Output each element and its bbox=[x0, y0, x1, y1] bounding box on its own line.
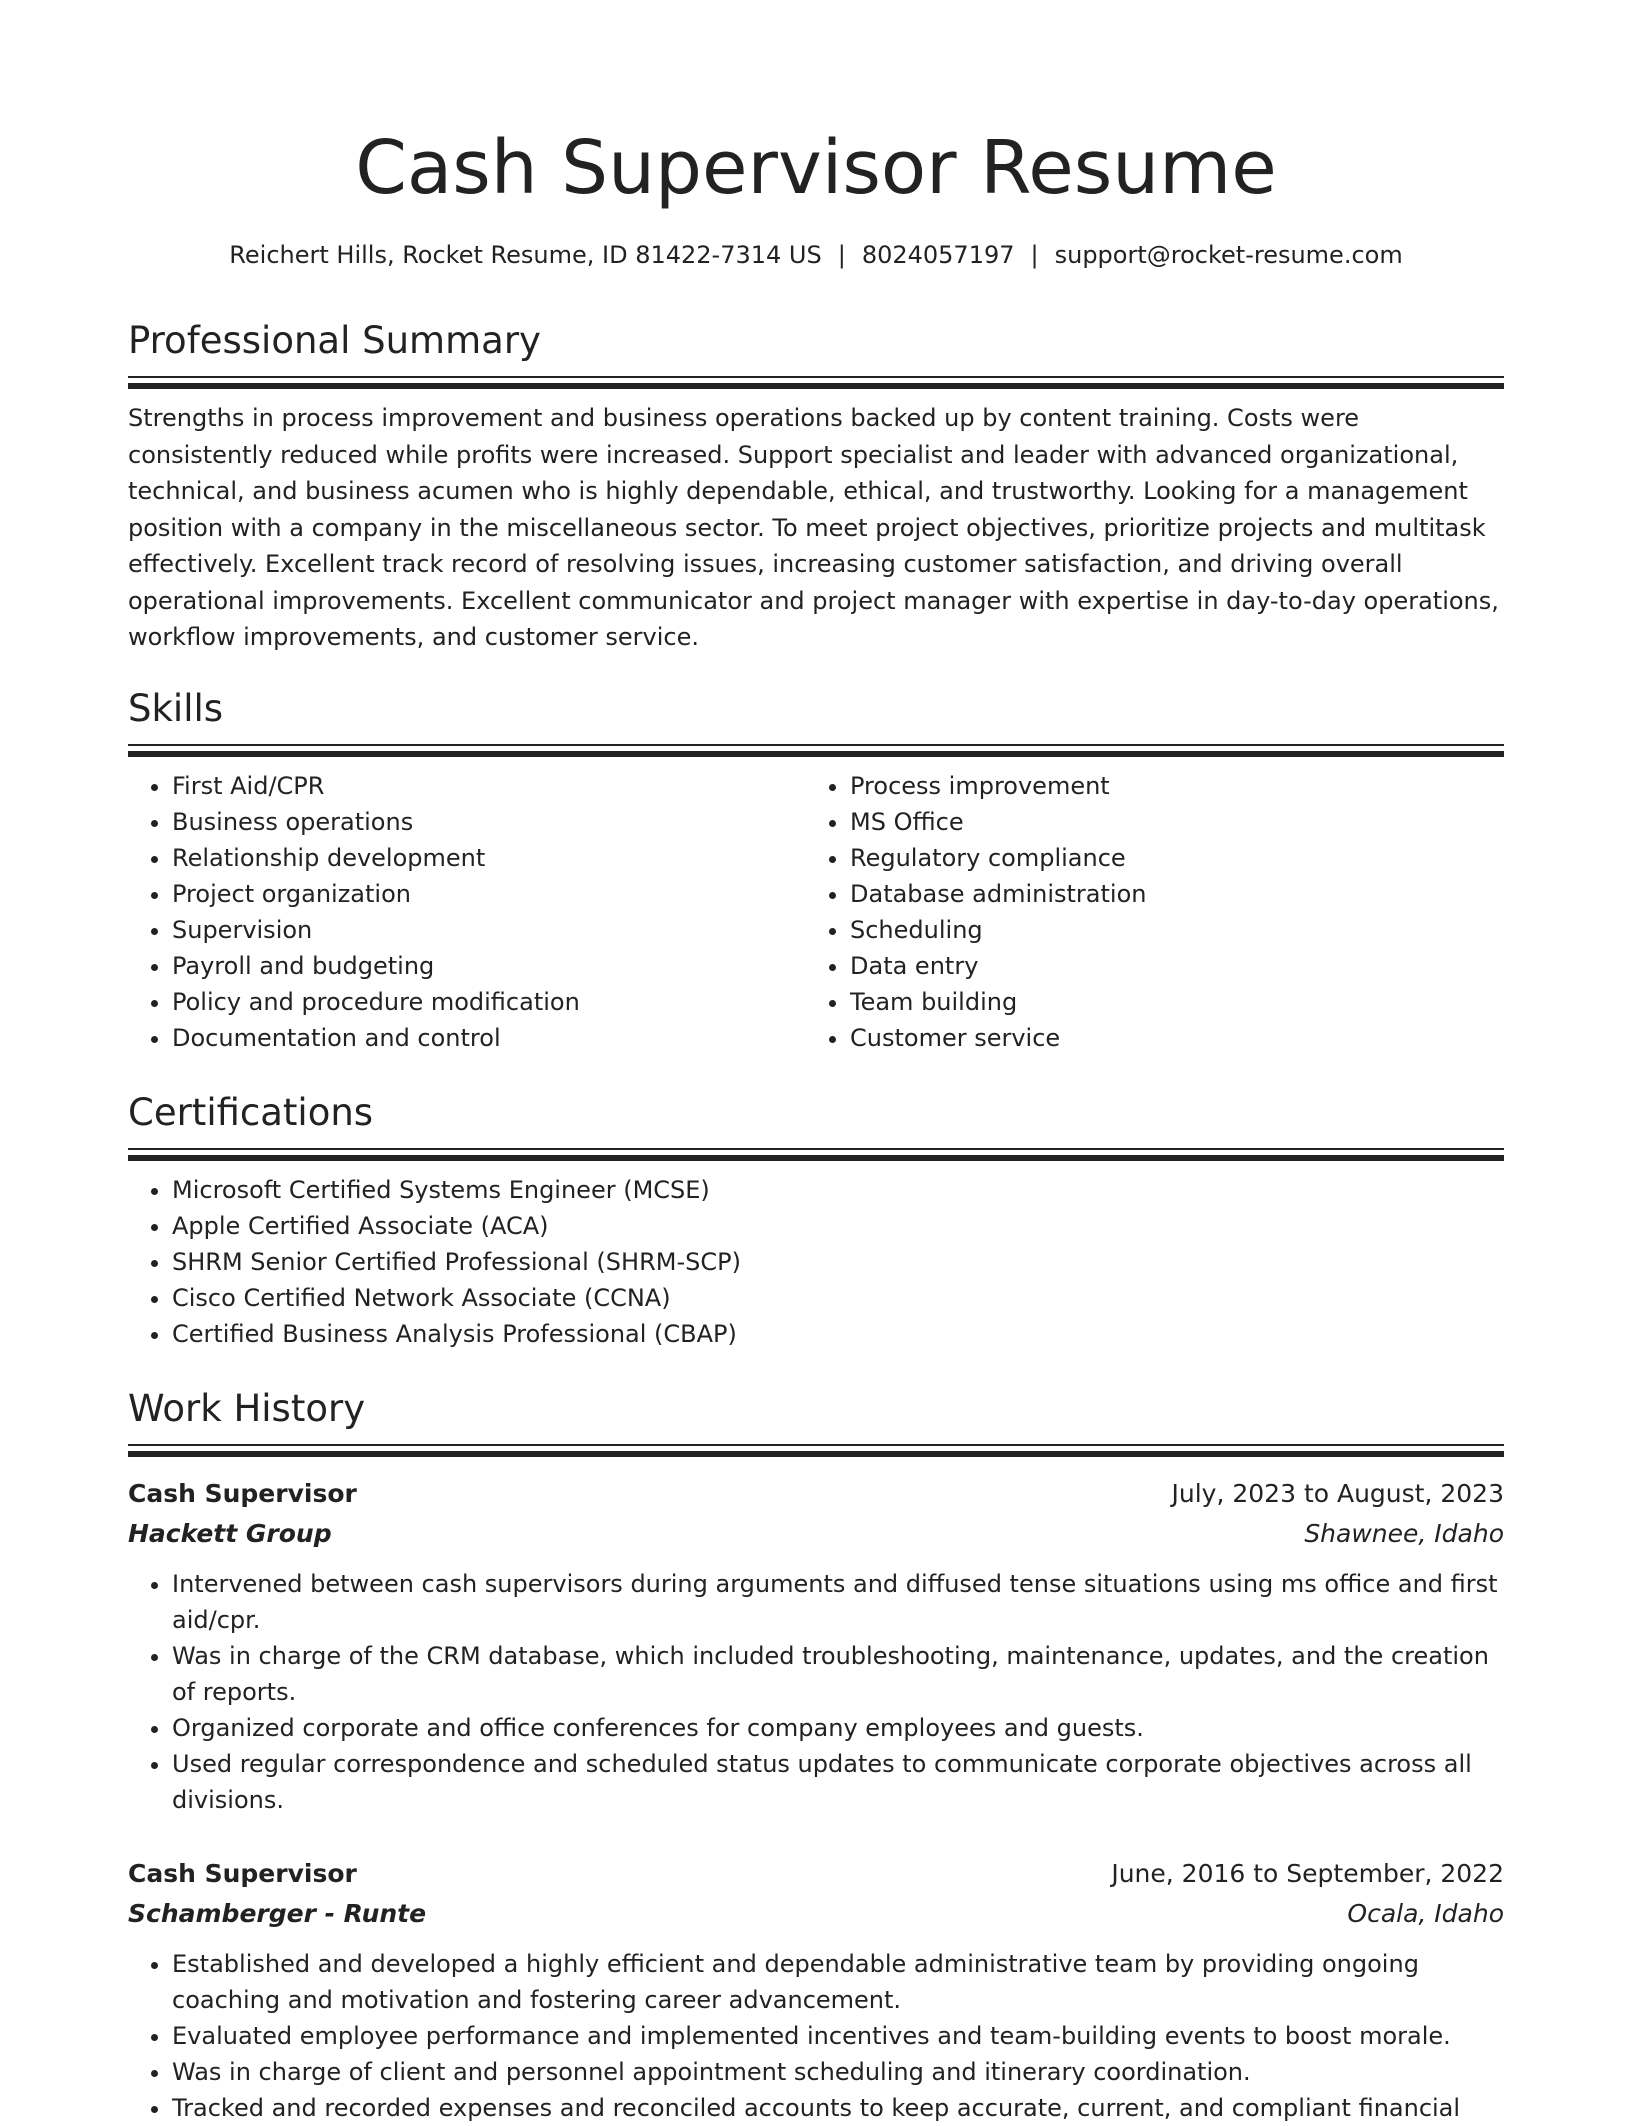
job-bullet: • Intervened between cash supervisors during arguments and diffused tense situations using ms office and first aid/cpr. bbox=[172, 1566, 1504, 1638]
skill-item: • Regulatory compliance bbox=[850, 840, 1484, 876]
skill-item: • Scheduling bbox=[850, 912, 1484, 948]
skills-section bbox=[128, 684, 1504, 1056]
job-bullet: • Was in charge of the CRM database, which included troubleshooting, maintenance, updates, and the creation of reports. bbox=[172, 1638, 1504, 1710]
job-location: Shawnee, Idaho bbox=[1304, 1519, 1504, 1548]
skill-item: • First Aid/CPR bbox=[172, 768, 806, 804]
job-bullet: • Was in charge of client and personnel appointment scheduling and itinerary coordination. bbox=[172, 2054, 1504, 2090]
skill-item: • Project organization bbox=[172, 876, 806, 912]
contact-line bbox=[128, 237, 1504, 273]
certifications-list bbox=[128, 1172, 1504, 1352]
job-subheader bbox=[128, 1514, 1504, 1554]
job-location: Ocala, Idaho bbox=[1347, 1899, 1504, 1928]
contact-address: Reichert Hills, Rocket Resume, ID 81422-7314 US bbox=[229, 241, 822, 269]
contact-separator: | bbox=[1030, 241, 1039, 269]
job-header bbox=[128, 1474, 1504, 1514]
certification-item: • Certified Business Analysis Professional (CBAP) bbox=[172, 1316, 1504, 1352]
job-title: Cash Supervisor bbox=[128, 1859, 357, 1888]
job-dates: June, 2016 to September, 2022 bbox=[1111, 1859, 1504, 1888]
job-company: Hackett Group bbox=[128, 1519, 332, 1548]
skills-heading: Skills bbox=[128, 687, 224, 730]
skill-item: • Customer service bbox=[850, 1020, 1484, 1056]
skill-item: • Policy and procedure modification bbox=[172, 984, 806, 1020]
certification-item: • Apple Certified Associate (ACA) bbox=[172, 1208, 1504, 1244]
job-bullet: • Tracked and recorded expenses and reconciled accounts to keep accurate, current, and compliant financial bbox=[172, 2090, 1504, 2126]
job-bullet: • Evaluated employee performance and implemented incentives and team-building events to boost morale. bbox=[172, 2018, 1504, 2054]
section-divider bbox=[128, 1148, 1504, 1162]
job-bullet: • Established and developed a highly efficient and dependable administrative team by providing ongoing coaching and motivation and fostering career advancement. bbox=[172, 1946, 1504, 2018]
skills-list-left bbox=[128, 768, 806, 1056]
job-subheader bbox=[128, 1894, 1504, 1934]
certification-item: • Cisco Certified Network Associate (CCNA) bbox=[172, 1280, 1504, 1316]
contact-separator: | bbox=[837, 241, 846, 269]
job-header bbox=[128, 1854, 1504, 1894]
skill-item: • Supervision bbox=[172, 912, 806, 948]
certifications-section bbox=[128, 1088, 1504, 1352]
contact-phone: 8024057197 bbox=[861, 241, 1015, 269]
section-divider bbox=[128, 1444, 1504, 1458]
skill-item: • Relationship development bbox=[172, 840, 806, 876]
certifications-heading: Certifications bbox=[128, 1091, 374, 1134]
section-divider bbox=[128, 744, 1504, 758]
skill-item: • MS Office bbox=[850, 804, 1484, 840]
skill-item: • Business operations bbox=[172, 804, 806, 840]
skill-item: • Payroll and budgeting bbox=[172, 948, 806, 984]
work-history-section bbox=[128, 1384, 1504, 1458]
summary-text: Strengths in process improvement and business operations backed up by content training. Costs were consistently reduced while profits were increased. Support specialist and leader with advanced organizational, technical, and business acumen who is highly dependable, ethical, and trustworthy. Looking for a management position with a company in the miscellaneous sector. To meet project objectives, prioritize projects and multitask effectively. Excellent track record of resolving issues, increasing customer satisfaction, and driving overall operational improvements. Excellent communicator and project manager with expertise in day-to-day operations, workflow improvements, and customer service. bbox=[128, 404, 1499, 651]
certification-item: • Microsoft Certified Systems Engineer (MCSE) bbox=[172, 1172, 1504, 1208]
job-bullets bbox=[128, 1566, 1504, 1818]
skill-item: • Team building bbox=[850, 984, 1484, 1020]
summary-heading: Professional Summary bbox=[128, 319, 541, 362]
job-entry bbox=[128, 1854, 1504, 2126]
skill-item: • Documentation and control bbox=[172, 1020, 806, 1056]
skill-item: • Process improvement bbox=[850, 768, 1484, 804]
certification-item: • SHRM Senior Certified Professional (SHRM-SCP) bbox=[172, 1244, 1504, 1280]
job-entry bbox=[128, 1474, 1504, 1818]
job-bullets bbox=[128, 1946, 1504, 2126]
contact-email: support@rocket-resume.com bbox=[1054, 241, 1403, 269]
job-bullet: • Used regular correspondence and scheduled status updates to communicate corporate objectives across all divisions. bbox=[172, 1746, 1504, 1818]
skills-columns bbox=[128, 768, 1504, 1056]
summary-section bbox=[128, 316, 1504, 656]
page-title: Cash Supervisor Resume bbox=[355, 125, 1277, 211]
job-dates: July, 2023 to August, 2023 bbox=[1171, 1479, 1504, 1508]
work-history-heading: Work History bbox=[128, 1387, 366, 1430]
section-divider bbox=[128, 376, 1504, 390]
skill-item: • Data entry bbox=[850, 948, 1484, 984]
job-company: Schamberger - Runte bbox=[128, 1899, 427, 1928]
skills-list-right bbox=[806, 768, 1484, 1056]
skill-item: • Database administration bbox=[850, 876, 1484, 912]
job-bullet: • Organized corporate and office conferences for company employees and guests. bbox=[172, 1710, 1504, 1746]
job-title: Cash Supervisor bbox=[128, 1479, 357, 1508]
